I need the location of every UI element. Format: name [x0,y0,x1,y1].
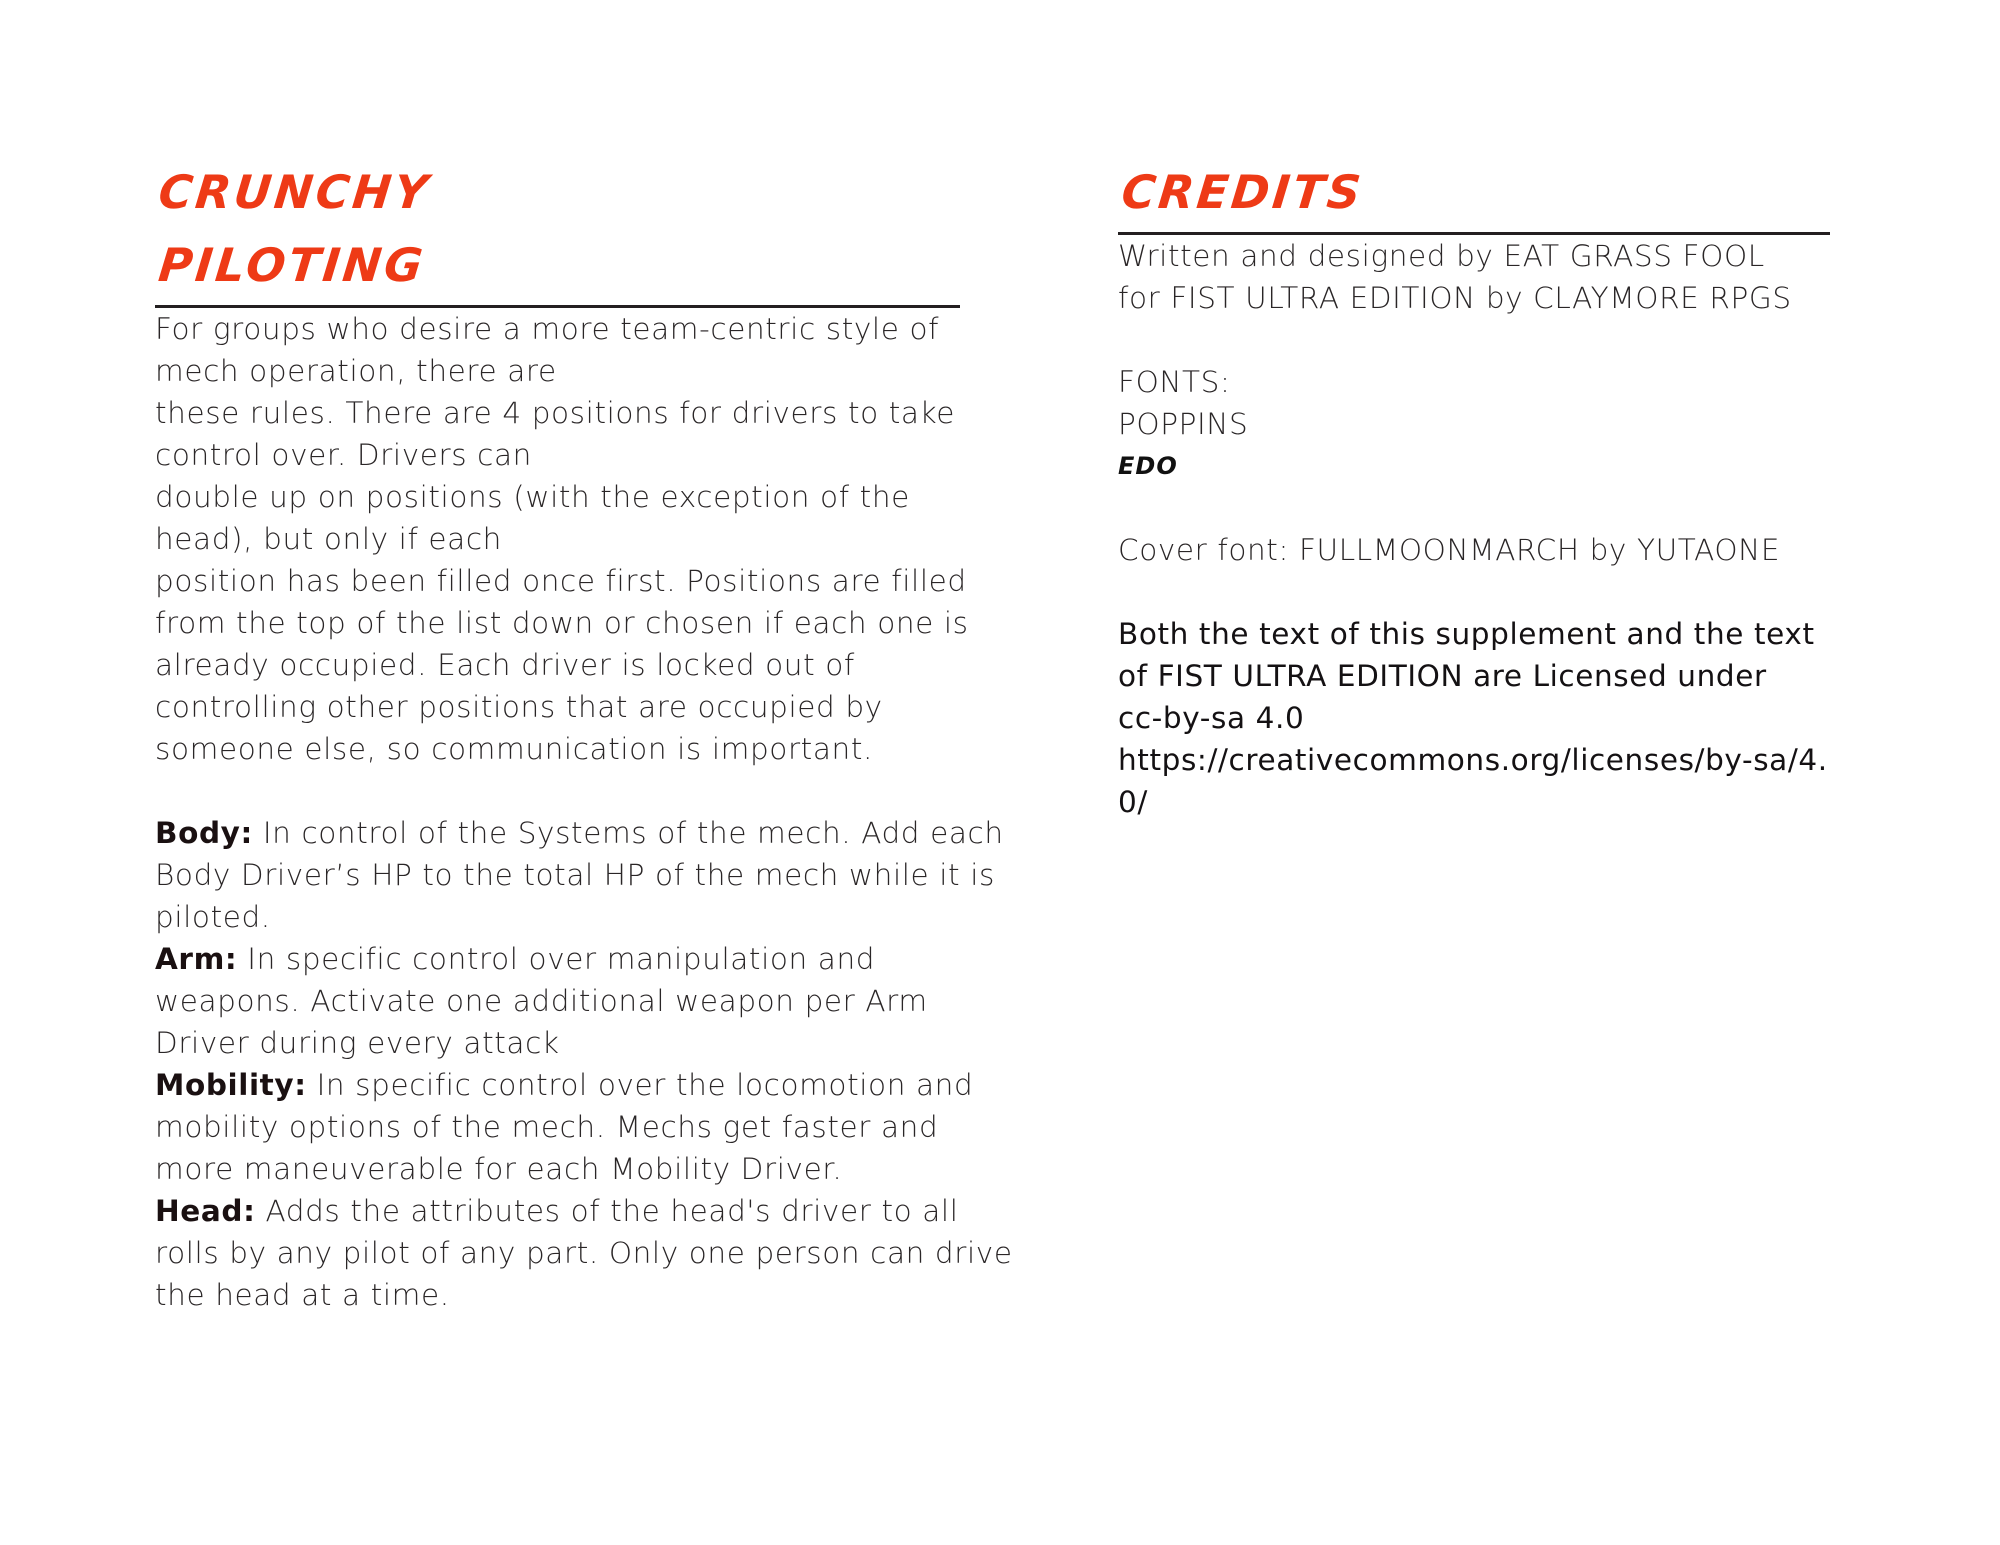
position-description: Adds the attributes of the head's driver to all rolls by any pilot of any part. Only one person can drive the head at a time. [155,1194,1013,1312]
position-description: In specific control over manipulation and weapons. Activate one additional weapon per Arm Driver during every attack [155,942,928,1060]
cover-font-credit: Cover font: FULLMOONMARCH by YUTAONE [1118,533,1781,567]
credit-line: for FIST ULTRA EDITION by CLAYMORE RPGS [1118,281,1792,315]
license-link[interactable]: https://creativecommons.org/licenses/by-sa/4.0/ [1118,743,1828,819]
intro-paragraph: double up on positions (with the exception of the head), but only if each [155,480,910,556]
credit-line: Written and designed by EAT GRASS FOOL [1118,239,1765,273]
position-item-body [155,812,1015,938]
positions-list [155,812,1015,1316]
position-term: Head: [155,1194,256,1228]
fonts-label: FONTS: [1118,365,1231,399]
section-heading-line2: PILOTING [156,238,429,292]
spacer [1118,319,1830,361]
position-item-mobility [155,1064,1015,1190]
intro-paragraph: these rules. There are 4 positions for drivers to take control over. Drivers can [155,396,955,472]
font-name: POPPINS [1118,407,1249,441]
credits-heading: CREDITS [1119,165,1367,219]
section-heading-line1: CRUNCHY [156,165,434,219]
license-text: Both the text of this supplement and the text of FIST ULTRA EDITION are Licensed under [1118,617,1815,693]
crunchy-piloting-section [155,156,1015,1316]
license-name: cc-by-sa 4.0 [1118,701,1305,735]
intro-paragraph: For groups who desire a more team-centric style of mech operation, there are [155,312,940,388]
position-description: In control of the Systems of the mech. Add each Body Driver’s HP to the total HP of the mech while it is piloted. [155,816,1004,934]
intro-text [155,308,1015,770]
position-item-arm [155,938,1015,1064]
spacer [1118,487,1830,529]
spacer [155,770,1015,812]
credits-text [1118,235,1830,823]
position-item-head [155,1190,1015,1316]
spacer [1118,571,1830,613]
position-term: Arm: [155,942,238,976]
credits-section [1118,156,1830,823]
intro-paragraph: position has been filled once first. Positions are filled from the top of the list down or chosen if each one is already occupied. Each driver is locked out of controlling other positions that are occupied by someone else, so communication is important. [155,564,969,766]
font-name-edo: EDO [1118,452,1178,480]
position-term: Mobility: [155,1068,307,1102]
position-description: In specific control over the locomotion and mobility options of the mech. Mechs get faster and more maneuverable for each Mobility Driver. [155,1068,974,1186]
position-term: Body: [155,816,253,850]
